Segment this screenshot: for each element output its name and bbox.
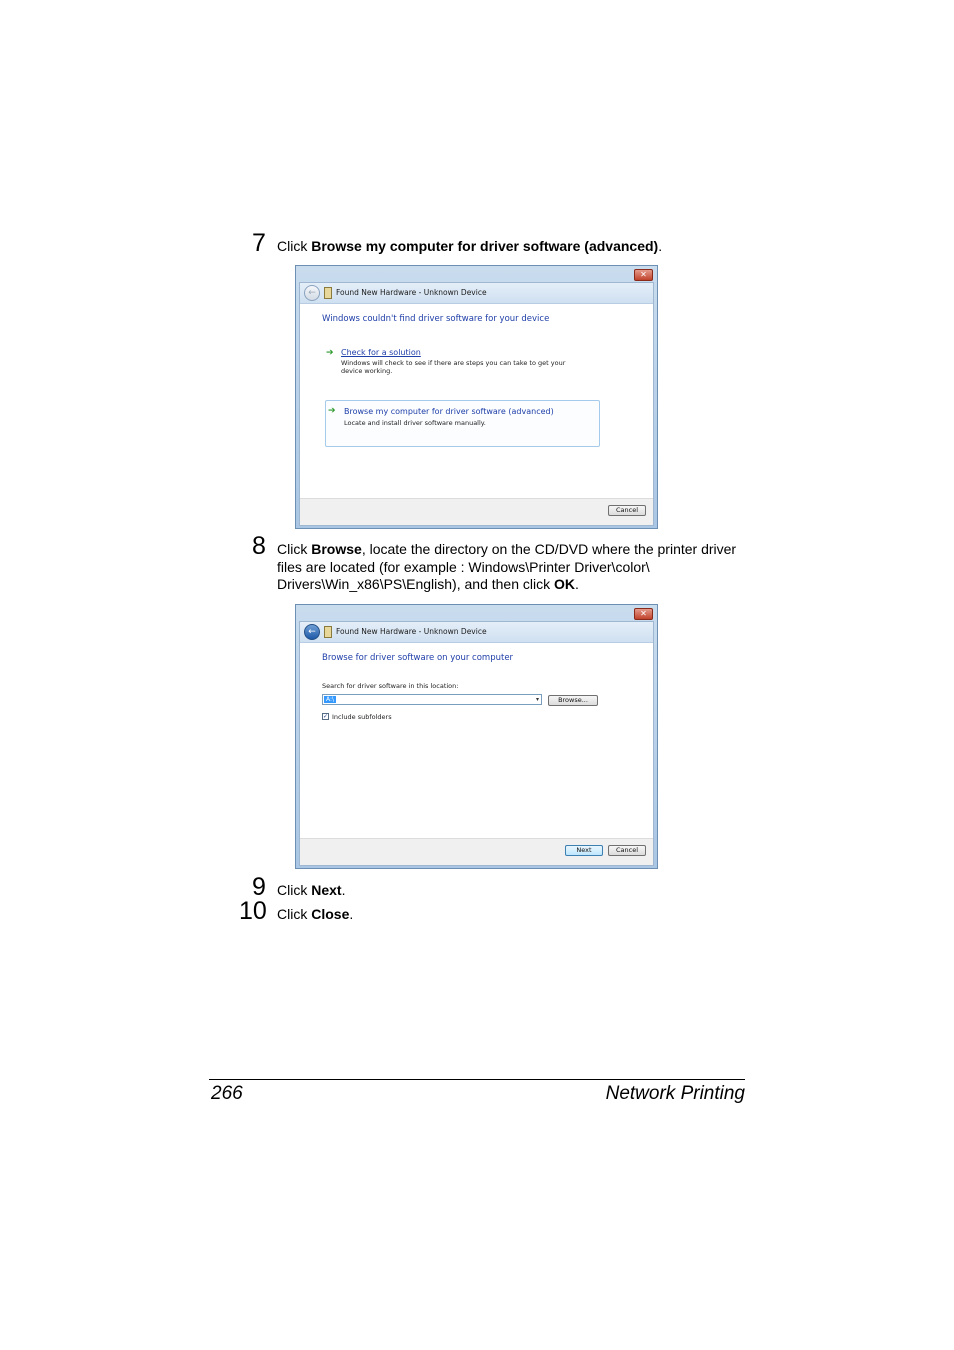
option-title: Browse my computer for driver software (advanced) — [344, 407, 554, 416]
back-arrow-icon[interactable]: ← — [304, 624, 320, 640]
dialog-body — [299, 621, 654, 866]
dialog-title: Found New Hardware - Unknown Device — [336, 288, 487, 297]
step-number: 8 — [252, 532, 266, 560]
close-button[interactable]: ✕ — [634, 269, 653, 281]
hardware-device-icon — [324, 287, 332, 299]
step-instruction — [277, 238, 747, 256]
include-subfolders-checkbox[interactable] — [322, 713, 329, 720]
option-description: Locate and install driver software manually. — [344, 419, 486, 427]
instruction-text: Click — [277, 906, 312, 922]
chevron-down-icon[interactable]: ▾ — [535, 696, 539, 703]
instruction-text: , locate the directory on the CD/DVD where the printer driver files are located (for example : Windows\Printer Driver\color\ Drivers\Win_x86\PS\English), and then click — [277, 541, 737, 592]
dialog-heading: Browse for driver software on your computer — [322, 653, 514, 663]
next-button[interactable]: Next — [565, 845, 603, 856]
step-instruction — [277, 541, 747, 594]
instruction-text: . — [349, 906, 354, 922]
instruction-text: . — [575, 576, 579, 592]
dialog-heading: Windows couldn't find driver software for your device — [322, 314, 550, 324]
dialog-footer — [300, 498, 653, 525]
check-for-solution-option[interactable] — [322, 345, 582, 379]
step-number: 9 — [252, 873, 266, 901]
bold-term: Browse — [311, 541, 362, 557]
section-title: Network Printing — [605, 1083, 745, 1104]
cancel-button[interactable]: Cancel — [608, 505, 646, 516]
dialog-footer — [300, 838, 653, 865]
page-number: 266 — [211, 1083, 243, 1104]
close-button[interactable]: ✕ — [634, 608, 653, 620]
step-number: 10 — [239, 897, 267, 925]
instruction-text: Click — [277, 541, 312, 557]
browse-driver-dialog — [295, 604, 658, 869]
step-number: 7 — [252, 229, 266, 257]
back-arrow-icon[interactable]: ← — [304, 285, 320, 301]
dialog-titlebar — [300, 622, 653, 643]
green-arrow-icon: ➔ — [326, 348, 334, 358]
instruction-text: Click — [277, 882, 312, 898]
dialog-title: Found New Hardware - Unknown Device — [336, 627, 487, 636]
instruction-text: . — [658, 238, 663, 254]
step-instruction — [277, 882, 747, 900]
dialog-body — [299, 282, 654, 526]
option-description: Windows will check to see if there are steps you can take to get your device working. — [341, 359, 566, 375]
option-title — [341, 348, 421, 358]
include-subfolders-label: Include subfolders — [332, 713, 392, 721]
cancel-button[interactable]: Cancel — [608, 845, 646, 856]
bold-term: Close — [311, 906, 350, 922]
option-title-text: Check for a solution — [341, 348, 421, 357]
found-new-hardware-dialog — [295, 265, 658, 529]
hardware-device-icon — [324, 626, 332, 638]
browse-button[interactable]: Browse... — [548, 695, 598, 706]
search-location-combobox[interactable] — [322, 694, 542, 705]
checkmark-icon: ✓ — [323, 713, 329, 720]
path-value: A:\ — [326, 696, 335, 703]
browse-computer-option[interactable] — [325, 400, 600, 447]
footer-rule — [209, 1079, 745, 1080]
dialog-titlebar — [300, 283, 653, 304]
instruction-text: Click — [277, 238, 312, 254]
search-location-label: Search for driver software in this location: — [322, 682, 459, 690]
bold-term: OK — [554, 576, 575, 592]
bold-term: Browse my computer for driver software (advanced) — [311, 238, 659, 254]
instruction-text: . — [341, 882, 346, 898]
bold-term: Next — [311, 882, 342, 898]
step-instruction — [277, 906, 747, 924]
green-arrow-icon: ➔ — [328, 406, 336, 416]
